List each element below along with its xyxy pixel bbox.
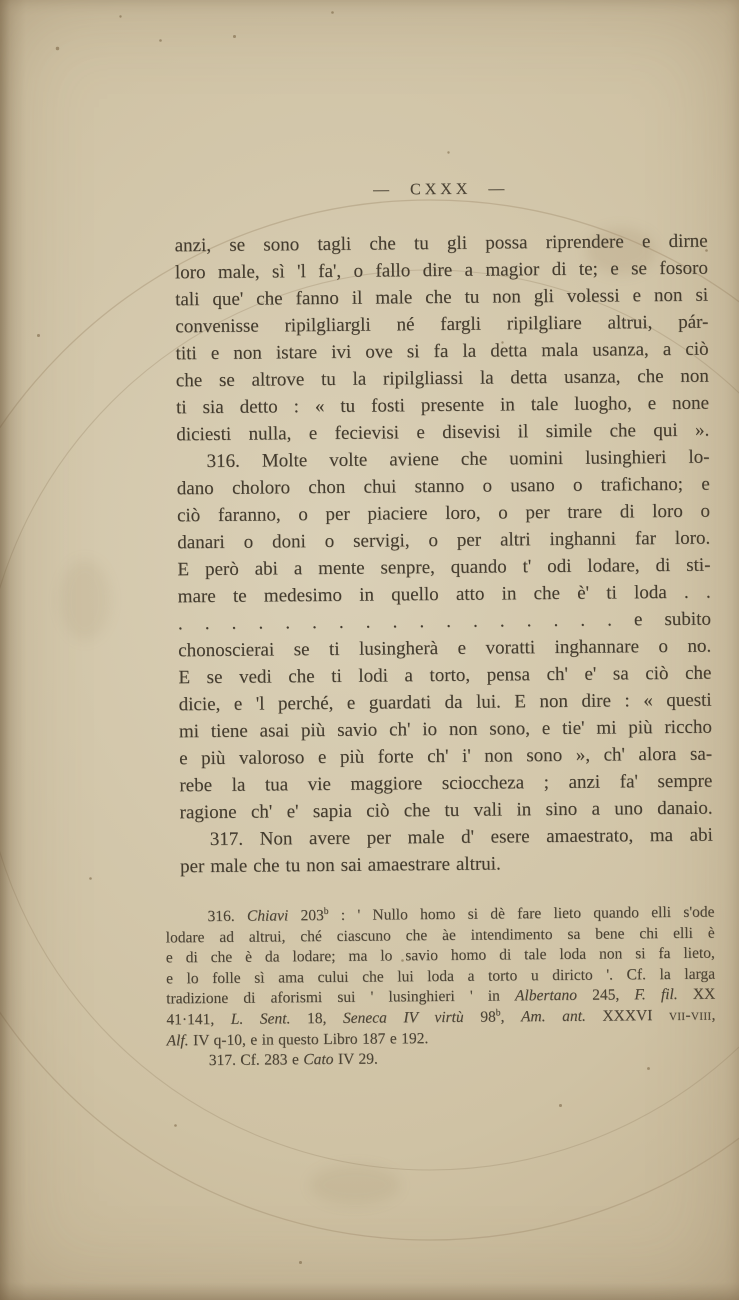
text-run: diciesti nulla, e fecievisi e disevisi il simile che qui ». bbox=[176, 419, 710, 446]
text-run: ragione ch' e' sapia ciò che tu vali in sino a uno danaio. bbox=[179, 797, 713, 824]
text-run: tali que' che fanno il male che tu non gli volessi e non si bbox=[175, 284, 709, 311]
text-run: XXXVI bbox=[585, 1006, 670, 1025]
text-run: L. Sent. bbox=[230, 1010, 291, 1028]
text-run: Albertano bbox=[514, 987, 578, 1005]
page-number-folio: — CXXX — bbox=[372, 180, 509, 199]
text-run: lodare ad altrui, ché ciascuno che àe intendimento sa bene chi elli è bbox=[165, 924, 715, 946]
page-bottom-edge-shading bbox=[0, 1282, 739, 1300]
text-run: Chiavi bbox=[246, 907, 289, 925]
text-run: F. fil. bbox=[634, 986, 678, 1004]
text-run: IV 29. bbox=[333, 1050, 378, 1069]
text-run: tradizione di aforismi sui ' lusinghieri ' in bbox=[166, 987, 516, 1008]
text-run: 18, bbox=[290, 1009, 344, 1028]
text-run: IV q-10, e in questo Libro 187 e 192. bbox=[188, 1029, 429, 1049]
text-run: e di che è da lodare; ma lo savio homo di tale loda non si fa lieto, bbox=[165, 944, 715, 967]
text-run: mare te medesimo in quello atto in che è' ti loda . . bbox=[177, 581, 711, 608]
text-run: dicie, e 'l perché, e guardati da lui. E non dire : « questi bbox=[178, 689, 712, 716]
text-run: chonoscierai se ti lusingherà e voratti inghannare o no. bbox=[178, 635, 712, 662]
footnotes-block bbox=[165, 903, 715, 1073]
text-run: loro male, sì 'l fa', o fallo dire a magior di te; e se fosoro bbox=[174, 257, 708, 284]
text-run: che se altrove tu la ripilgliassi la detta usanza, che non bbox=[175, 365, 709, 392]
text-run: . . . . . . . . . . . . . . . . . e subito bbox=[177, 608, 712, 635]
text-run: danari o doni o servigi, o per altri inghanni far loro. bbox=[177, 527, 711, 554]
paper-stain bbox=[60, 560, 110, 640]
text-run: e più valoroso e più forte ch' i' non sono », ch' alora sa- bbox=[179, 743, 713, 770]
text-run: , bbox=[711, 1006, 716, 1024]
text-run: 41·141, bbox=[166, 1010, 231, 1029]
text-line bbox=[167, 1047, 716, 1072]
text-run: dano choloro chon chui stanno o usano o trafichano; e bbox=[176, 473, 710, 500]
text-run: rebe la tua vie maggiore scioccheza ; anzi fa' sempre bbox=[179, 770, 713, 797]
paper-specks bbox=[0, 0, 1, 1]
text-run: 98 bbox=[463, 1008, 496, 1026]
text-run: E se vedi che ti lodi a torto, pensa ch' e' sa ciò che bbox=[178, 662, 712, 689]
text-run: 317. Non avere per male d' esere amaestrato, ma abi bbox=[209, 824, 713, 850]
text-run: e lo folle sì ama cului che lui loda a torto u diricto '. Cf. la larga bbox=[166, 965, 716, 988]
text-line bbox=[180, 849, 713, 881]
text-run: titi e non istare ivi ove si fa la detta mala usanza, a ciò bbox=[175, 338, 709, 365]
text-run: Seneca IV virtù bbox=[342, 1008, 464, 1027]
text-line bbox=[180, 822, 713, 854]
text-run: vii-viii bbox=[668, 1006, 712, 1024]
page-left-edge-shading bbox=[0, 0, 26, 1300]
text-run: 317. Cf. 283 e bbox=[208, 1051, 304, 1070]
text-run: Am. ant. bbox=[520, 1007, 586, 1026]
text-run: : ' Nullo homo si dè fare lieto quando elli s'ode bbox=[328, 903, 715, 924]
text-run: Cato bbox=[303, 1051, 334, 1069]
text-run: mi tiene asai più savio ch' io non sono, e tie' mi più riccho bbox=[178, 716, 712, 743]
text-run: b bbox=[495, 1007, 501, 1019]
text-run: per male che tu non sai amaestrare altrui. bbox=[180, 853, 501, 878]
page-content bbox=[159, 178, 716, 1073]
text-run: , bbox=[500, 1008, 522, 1026]
text-run: 316. Molte volte aviene che uomini lusinghieri lo- bbox=[206, 446, 710, 473]
text-run: E però abi a mente senpre, quando t' odi lodare, di sti- bbox=[177, 554, 711, 581]
text-run: b bbox=[323, 905, 329, 917]
text-run: Alf. bbox=[166, 1031, 189, 1049]
text-run: convenisse ripilgliargli né fargli ripilgliare altrui, pár- bbox=[175, 311, 709, 338]
paper-stain bbox=[310, 1165, 400, 1205]
text-run: anzi, se sono tagli che tu gli possa riprendere e dirne bbox=[174, 230, 708, 257]
text-run: ti sia detto : « tu fosti presente in tale luogho, e none bbox=[176, 392, 710, 419]
text-run: 245, bbox=[576, 986, 635, 1005]
text-run: 316. bbox=[207, 907, 248, 926]
text-run: 203 bbox=[288, 907, 324, 925]
text-run: XX bbox=[677, 985, 716, 1004]
main-text-block bbox=[175, 228, 714, 881]
text-run: ciò faranno, o per piaciere loro, o per trare di loro o bbox=[176, 500, 711, 527]
